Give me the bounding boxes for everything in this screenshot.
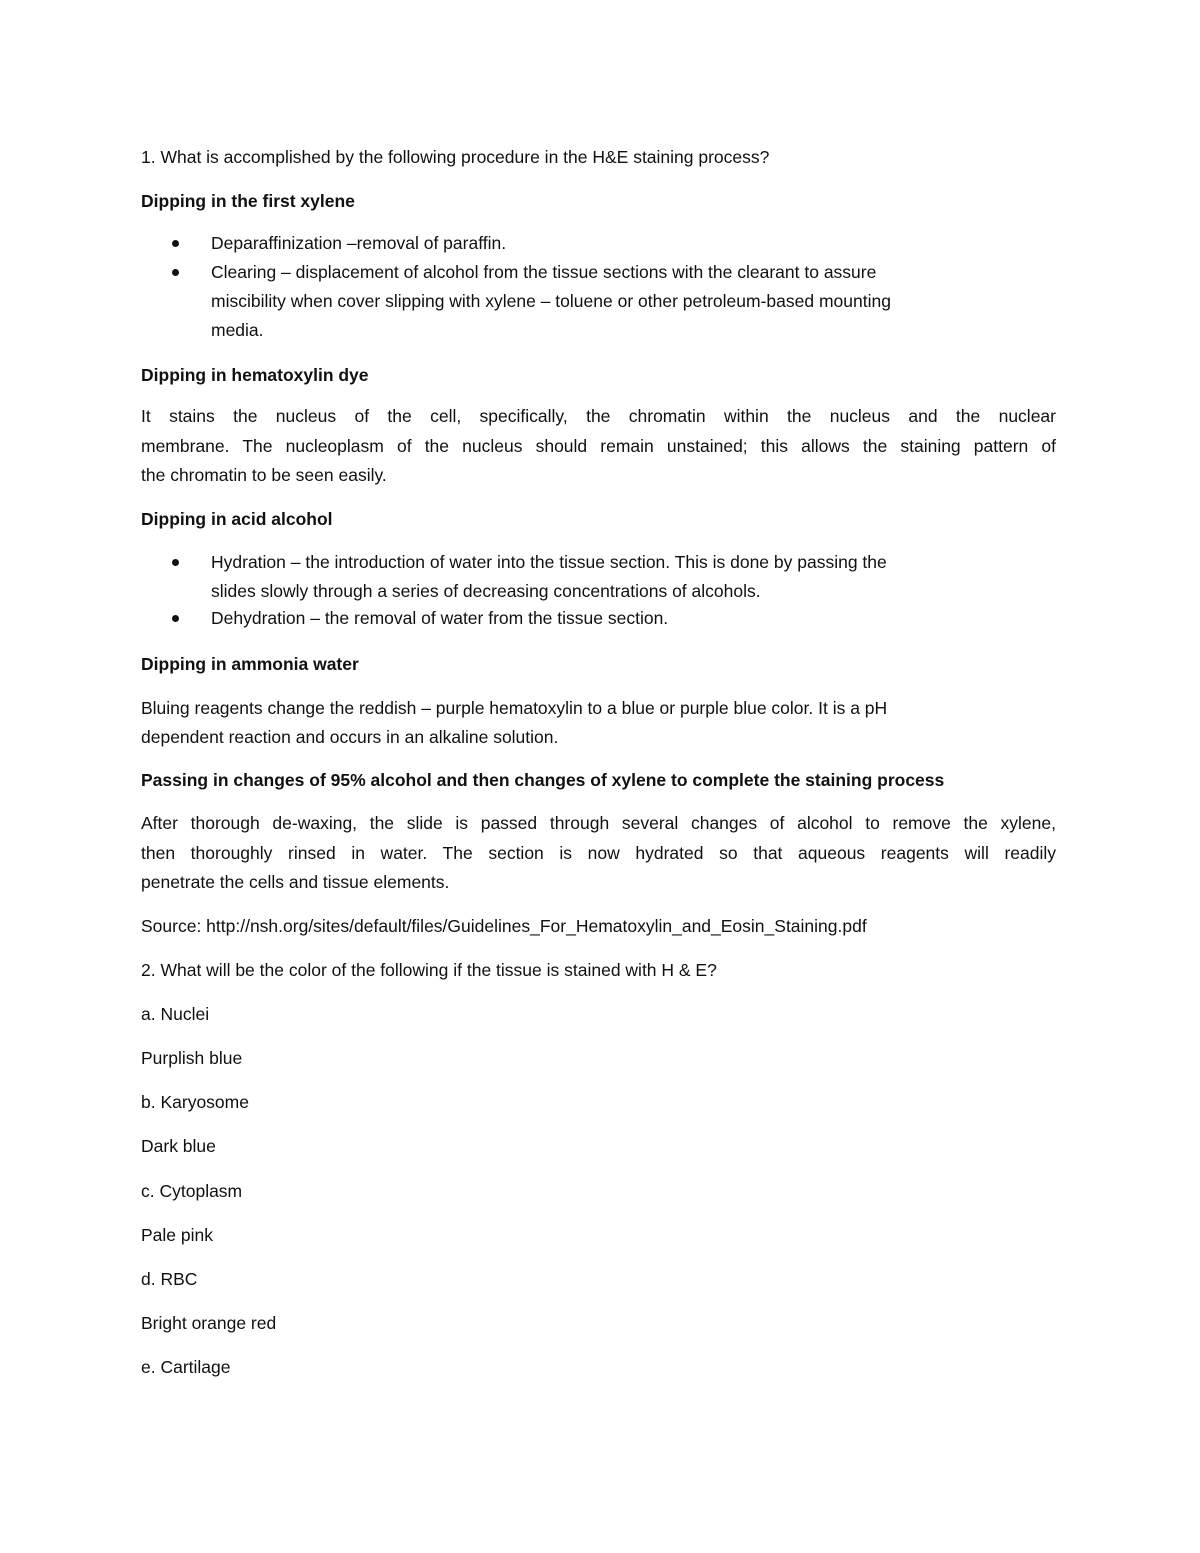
heading-passing: Passing in changes of 95% alcohol and then changes of xylene to complete the staining process <box>141 770 945 790</box>
heading-hematoxylin: Dipping in hematoxylin dye <box>141 365 369 385</box>
item-label: c. Cytoplasm <box>141 1181 243 1201</box>
bullet-icon <box>172 269 179 276</box>
bullet-icon <box>172 559 179 566</box>
item-label: a. Nuclei <box>141 1004 210 1024</box>
bullet-text-line: Clearing – displacement of alcohol from the tissue sections with the clearant to assure <box>211 262 877 282</box>
bullet-deparaffinization <box>211 229 506 258</box>
heading-acid-alcohol: Dipping in acid alcohol <box>141 509 333 529</box>
bullet-hydration <box>211 548 887 606</box>
paragraph-line: the chromatin to be seen easily. <box>141 465 387 485</box>
item-answer: Bright orange red <box>141 1313 277 1333</box>
bullet-text: Dehydration – the removal of water from the tissue section. <box>211 608 669 628</box>
item-label: d. RBC <box>141 1269 198 1289</box>
item-answer: Dark blue <box>141 1136 216 1156</box>
paragraph-passing <box>141 809 1056 898</box>
heading-ammonia-water: Dipping in ammonia water <box>141 654 359 674</box>
bullet-dehydration <box>211 604 668 633</box>
bullet-text: Deparaffinization –removal of paraffin. <box>211 233 507 253</box>
item-label: b. Karyosome <box>141 1092 249 1112</box>
bullet-text-line: media. <box>211 320 264 340</box>
paragraph-line: Bluing reagents change the reddish – purple hematoxylin to a blue or purple blue color. It is a pH <box>141 698 888 718</box>
question-1: 1. What is accomplished by the following procedure in the H&E staining process? <box>141 147 770 167</box>
bullet-text-line: miscibility when cover slipping with xylene – toluene or other petroleum-based mounting <box>211 291 891 311</box>
bullet-clearing <box>211 258 891 345</box>
bullet-icon <box>172 240 179 247</box>
bullet-text-line: slides slowly through a series of decreasing concentrations of alcohols. <box>211 581 761 601</box>
paragraph-line: After thorough de-waxing, the slide is passed through several changes of alcohol to remove the xylene, <box>141 813 1056 833</box>
paragraph-hematoxylin <box>141 402 1056 491</box>
paragraph-line: membrane. The nucleoplasm of the nucleus should remain unstained; this allows the staining pattern of <box>141 435 1056 456</box>
question-2: 2. What will be the color of the following if the tissue is stained with H & E? <box>141 960 717 980</box>
heading-first-xylene: Dipping in the first xylene <box>141 191 355 211</box>
bullet-icon <box>172 615 179 622</box>
item-answer: Purplish blue <box>141 1048 243 1068</box>
item-answer: Pale pink <box>141 1225 213 1245</box>
paragraph-line: penetrate the cells and tissue elements. <box>141 872 450 892</box>
paragraph-line: dependent reaction and occurs in an alkaline solution. <box>141 727 559 747</box>
source-citation: Source: http://nsh.org/sites/default/files/Guidelines_For_Hematoxylin_and_Eosin_Staining.pdf <box>141 916 867 936</box>
bullet-text-line: Hydration – the introduction of water into the tissue section. This is done by passing the <box>211 552 887 572</box>
item-label: e. Cartilage <box>141 1357 231 1377</box>
paragraph-line: It stains the nucleus of the cell, specifically, the chromatin within the nucleus and the nuclear <box>141 406 1056 426</box>
paragraph-line: then thoroughly rinsed in water. The section is now hydrated so that aqueous reagents will readily <box>141 842 1056 863</box>
